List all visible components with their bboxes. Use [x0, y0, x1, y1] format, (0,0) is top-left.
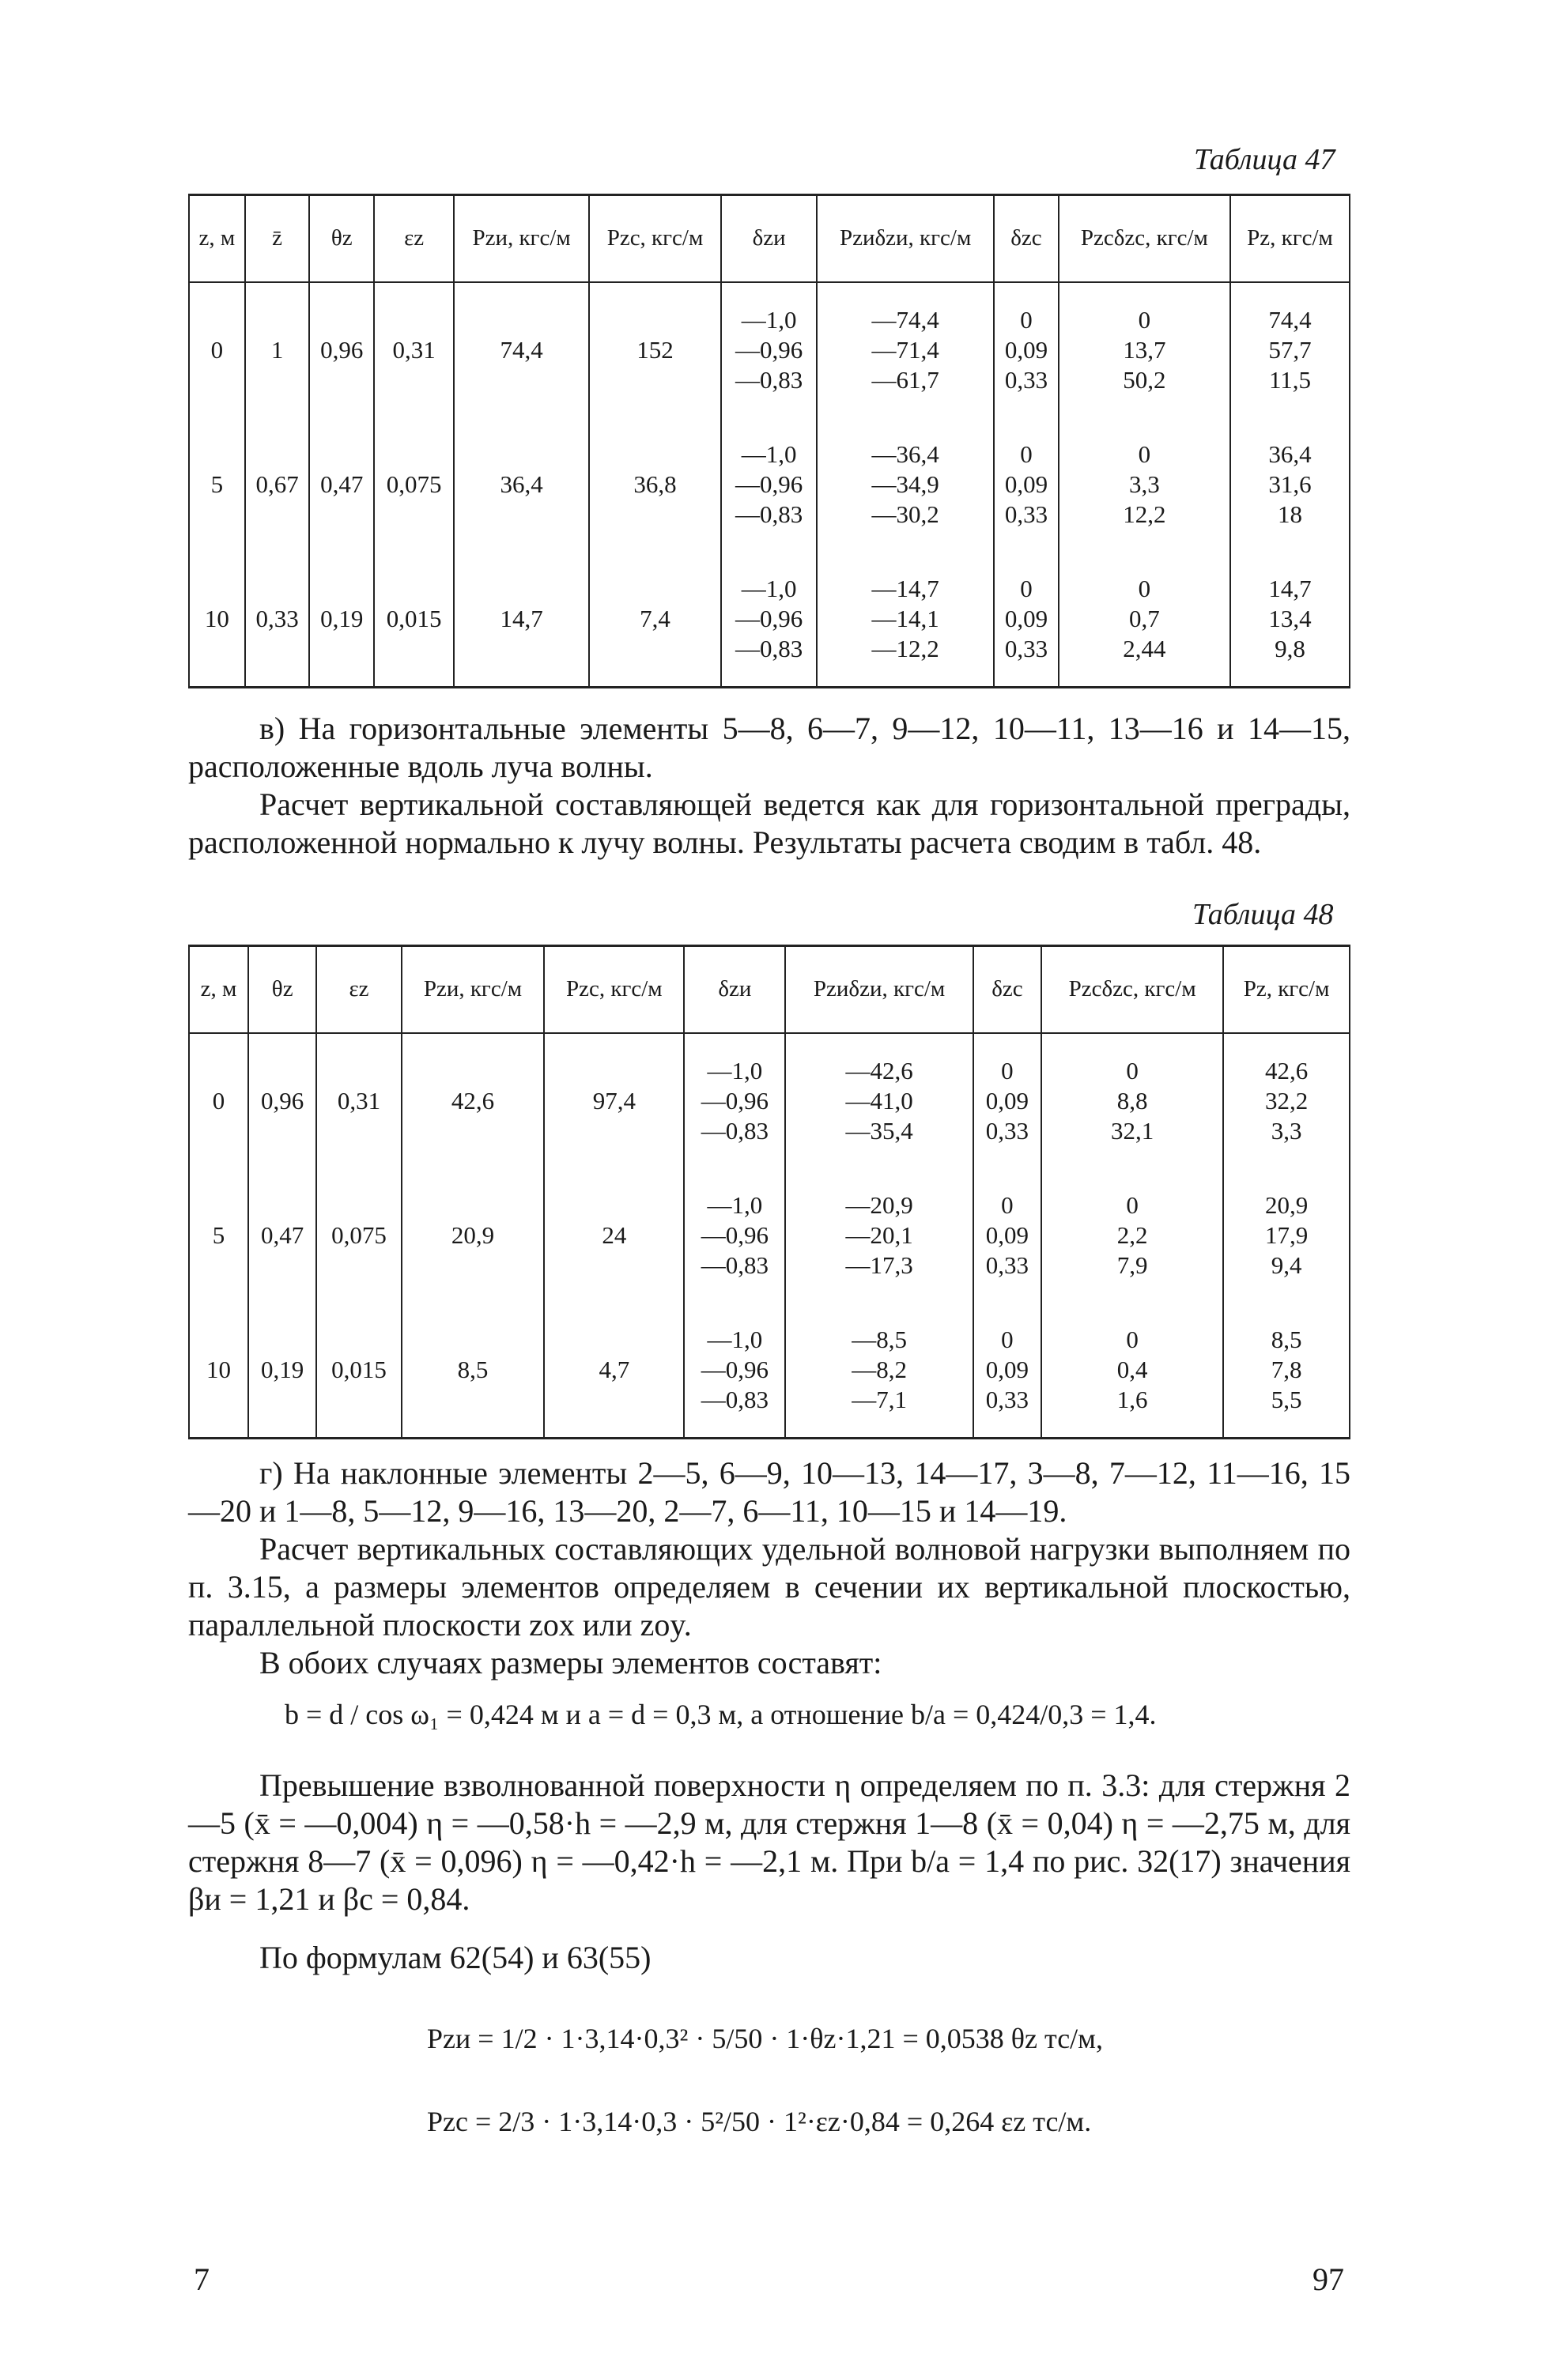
table-cell: 42,6: [402, 1033, 545, 1168]
table-cell: 0 3,3 12,2: [1059, 417, 1230, 552]
paragraph: Расчет вертикальной составляющей ведется как для горизонтальной преграды, расположенной нормально к лучу волны. Результаты расчета сводим в табл. 48.: [188, 786, 1350, 860]
text-block-1: [188, 710, 1350, 862]
table-header-row: [189, 195, 1350, 283]
table-cell: 0,96: [248, 1033, 316, 1168]
table-47: [188, 194, 1350, 688]
table-cell: —1,0 —0,96 —0,83: [684, 1033, 785, 1168]
page-number: 97: [1312, 2261, 1344, 2297]
table-cell: 36,4 31,6 18: [1230, 417, 1350, 552]
table-cell: 0 13,7 50,2: [1059, 282, 1230, 417]
table-cell: 0,31: [316, 1033, 401, 1168]
table-47-caption: Таблица 47: [1194, 143, 1335, 176]
column-header: εz: [316, 946, 401, 1034]
formula-pzc: Pzc = 2/3 · 1·3,14·0,3 · 5²/50 · 1²·εz·0,84 = 0,264 εz тс/м.: [427, 2106, 1092, 2137]
table-cell: —1,0 —0,96 —0,83: [684, 1303, 785, 1439]
table-cell: 42,6 32,2 3,3: [1223, 1033, 1350, 1168]
column-header: z, м: [189, 946, 248, 1034]
table-cell: 0,015: [316, 1303, 401, 1439]
table-cell: 0,19: [248, 1303, 316, 1439]
table-cell: 74,4 57,7 11,5: [1230, 282, 1350, 417]
table-cell: 0,075: [374, 417, 454, 552]
table-cell: 0: [189, 1033, 248, 1168]
column-header: Pzcδzc, кгс/м: [1041, 946, 1223, 1034]
table-cell: 0,015: [374, 552, 454, 688]
column-header: Pz, кгс/м: [1230, 195, 1350, 283]
table-cell: —1,0 —0,96 —0,83: [721, 417, 817, 552]
table-cell: —14,7 —14,1 —12,2: [817, 552, 994, 688]
table-row: [189, 1168, 1350, 1303]
table-cell: 4,7: [544, 1303, 684, 1439]
column-header: z, м: [189, 195, 245, 283]
table-cell: 152: [589, 282, 721, 417]
table-cell: 0 0,09 0,33: [973, 1033, 1041, 1168]
table-cell: —74,4 —71,4 —61,7: [817, 282, 994, 417]
table-cell: 5: [189, 1168, 248, 1303]
page-footer-left: 7: [194, 2261, 210, 2297]
column-header: Pzc, кгс/м: [589, 195, 721, 283]
table-cell: 0 2,2 7,9: [1041, 1168, 1223, 1303]
column-header: Pzc, кгс/м: [544, 946, 684, 1034]
table-cell: 36,4: [454, 417, 589, 552]
text-block-2: [188, 1454, 1350, 1682]
table-cell: —1,0 —0,96 —0,83: [721, 552, 817, 688]
table-48-caption: Таблица 48: [1192, 898, 1334, 931]
table-cell: 0,31: [374, 282, 454, 417]
column-header: Pzи, кгс/м: [454, 195, 589, 283]
table-cell: 0,075: [316, 1168, 401, 1303]
table-cell: 1: [245, 282, 310, 417]
table-cell: 0,19: [309, 552, 374, 688]
table-cell: —36,4 —34,9 —30,2: [817, 417, 994, 552]
column-header: Pzиδzи, кгс/м: [785, 946, 973, 1034]
table-cell: —1,0 —0,96 —0,83: [684, 1168, 785, 1303]
paragraph: Превышение взволнованной поверхности η определяем по п. 3.3: для стержня 2—5 (x̄ = —0,004) η = —0,58·h = —2,9 м, для стержня 1—8 (x̄ = 0,04) η = —2,75 м, для стержня 8—7 (x̄ = 0,096) η = —0,42·h = —2,1 м. При b/a = 1,4 по рис. 32(17) значения βи = 1,21 и βc = 0,84.: [188, 1767, 1350, 1917]
table-header-row: [189, 946, 1350, 1034]
paragraph: В обоих случаях размеры элементов составят:: [259, 1645, 882, 1680]
table-row: [189, 1033, 1350, 1168]
table-cell: 7,4: [589, 552, 721, 688]
column-header: Pzcδzc, кгс/м: [1059, 195, 1230, 283]
table-cell: 0: [189, 282, 245, 417]
table-48: [188, 945, 1350, 1439]
table-cell: 0 8,8 32,1: [1041, 1033, 1223, 1168]
table-cell: 0 0,4 1,6: [1041, 1303, 1223, 1439]
table-cell: 8,5: [402, 1303, 545, 1439]
column-header: Pz, кгс/м: [1223, 946, 1350, 1034]
table-cell: 10: [189, 552, 245, 688]
table-row: [189, 552, 1350, 688]
table-cell: 0,47: [309, 417, 374, 552]
table-cell: 0 0,7 2,44: [1059, 552, 1230, 688]
table-cell: 20,9: [402, 1168, 545, 1303]
table-cell: —20,9 —20,1 —17,3: [785, 1168, 973, 1303]
text-block-3: [188, 1767, 1350, 1977]
table-cell: —8,5 —8,2 —7,1: [785, 1303, 973, 1439]
table-cell: 0 0,09 0,33: [994, 552, 1059, 688]
table-cell: 0,96: [309, 282, 374, 417]
table-cell: 0 0,09 0,33: [973, 1168, 1041, 1303]
formula-dimensions: b = d / cos ω₁ = 0,424 м и a = d = 0,3 м, а отношение b/a = 0,424/0,3 = 1,4.: [285, 1699, 1157, 1730]
column-header: Pzиδzи, кгс/м: [817, 195, 994, 283]
table-cell: 20,9 17,9 9,4: [1223, 1168, 1350, 1303]
table-cell: 0 0,09 0,33: [994, 417, 1059, 552]
table-cell: 97,4: [544, 1033, 684, 1168]
table-cell: 0 0,09 0,33: [994, 282, 1059, 417]
table-cell: 14,7: [454, 552, 589, 688]
table-cell: 74,4: [454, 282, 589, 417]
table-cell: 14,7 13,4 9,8: [1230, 552, 1350, 688]
column-header: εz: [374, 195, 454, 283]
table-cell: 5: [189, 417, 245, 552]
column-header: δzи: [721, 195, 817, 283]
table-cell: 8,5 7,8 5,5: [1223, 1303, 1350, 1439]
table-cell: 36,8: [589, 417, 721, 552]
table-cell: —42,6 —41,0 —35,4: [785, 1033, 973, 1168]
paragraph: По формулам 62(54) и 63(55): [259, 1940, 652, 1975]
column-header: δzc: [973, 946, 1041, 1034]
column-header: θz: [248, 946, 316, 1034]
table-cell: —1,0 —0,96 —0,83: [721, 282, 817, 417]
column-header: δzи: [684, 946, 785, 1034]
column-header: z̄: [245, 195, 310, 283]
table-row: [189, 417, 1350, 552]
column-header: δzc: [994, 195, 1059, 283]
paragraph: г) На наклонные элементы 2—5, 6—9, 10—13, 14—17, 3—8, 7—12, 11—16, 15—20 и 1—8, 5—12, 9—16, 13—20, 2—7, 6—11, 10—15 и 14—19.: [188, 1455, 1350, 1529]
table-cell: 24: [544, 1168, 684, 1303]
table-cell: 0,47: [248, 1168, 316, 1303]
table-cell: 0 0,09 0,33: [973, 1303, 1041, 1439]
table-cell: 10: [189, 1303, 248, 1439]
table-row: [189, 282, 1350, 417]
column-header: Pzи, кгс/м: [402, 946, 545, 1034]
paragraph: в) На горизонтальные элементы 5—8, 6—7, 9—12, 10—11, 13—16 и 14—15, расположенные вдоль луча волны.: [188, 711, 1350, 784]
formula-pzi: Pzи = 1/2 · 1·3,14·0,3² · 5/50 · 1·θz·1,21 = 0,0538 θz тс/м,: [427, 2023, 1103, 2054]
table-cell: 0,33: [245, 552, 310, 688]
column-header: θz: [309, 195, 374, 283]
table-row: [189, 1303, 1350, 1439]
paragraph: Расчет вертикальных составляющих удельной волновой нагрузки выполняем по п. 3.15, а размеры элементов определяем в сечении их вертикальной плоскостью, параллельной плоскости zox или zoy.: [188, 1531, 1350, 1643]
table-cell: 0,67: [245, 417, 310, 552]
